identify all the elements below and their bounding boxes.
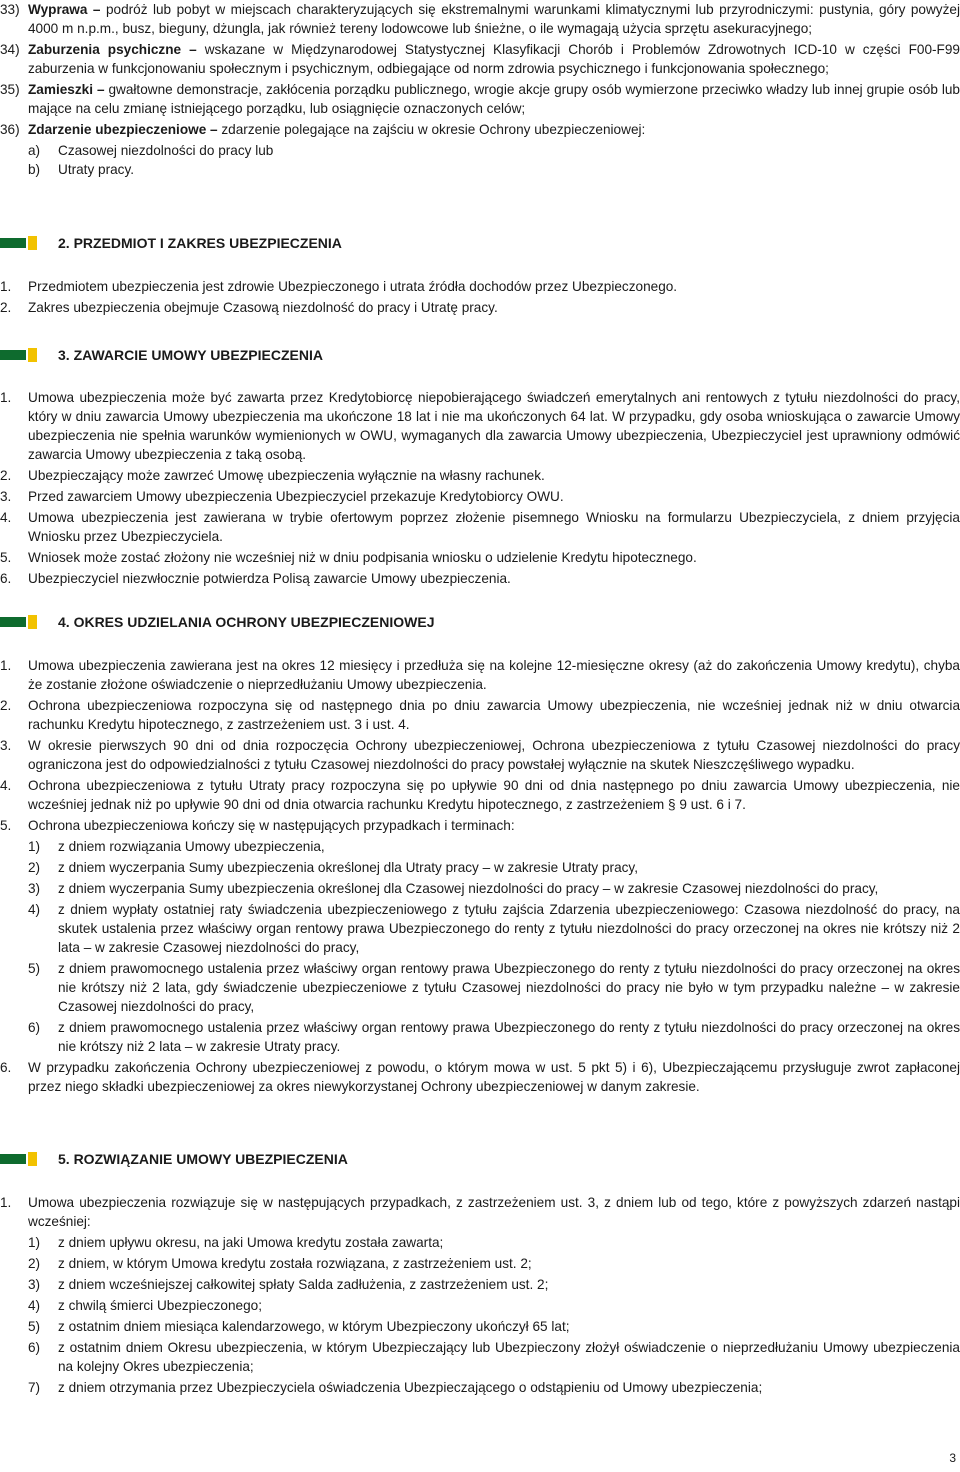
item-number: 1) (28, 839, 41, 854)
item-number: 7) (28, 1380, 41, 1395)
section-4-item-2 (0, 696, 960, 734)
item-number: 4. (0, 510, 12, 525)
section-marker-icon (0, 1152, 38, 1166)
definition-36-a (0, 141, 960, 160)
item-number: 5. (0, 550, 12, 565)
item-number: 33) (0, 2, 20, 17)
section-5-sub-3 (0, 1275, 960, 1294)
item-number: 2. (0, 300, 12, 315)
section-4-sub-4 (0, 900, 960, 957)
item-text: Zakres ubezpieczenia obejmuje Czasową niezdolność do pracy i Utratę pracy. (28, 300, 498, 315)
item-text: z dniem wypłaty ostatniej raty świadczenia ubezpieczeniowego z tytułu zajścia Zdarzenia ubezpieczeniowego: Czasowa niezdolność do pracy, na skutek ustalenia przez właściwy organ rentowy prawa Ubezpieczonego do renty z tytułu niezdolności do pracy orzeczonej na okres nie krótszy niż 2 lata – w zakresie Czasowej niezdolności do pracy, (58, 902, 960, 955)
definition-35 (0, 80, 960, 118)
item-text: Ubezpieczyciel niezwłocznie potwierdza Polisą zawarcie Umowy ubezpieczenia. (28, 571, 511, 586)
definition-text: gwałtowne demonstracje, zakłócenia porządku publicznego, wrogie akcje grupy osób wymierzone przeciwko władzy lub innej grupie osób lub mające na celu zmianę istniejącego porządku, lub osiągnięcie oznaczonych celów; (28, 82, 960, 116)
section-4-sub-5 (0, 959, 960, 1016)
item-text: Umowa ubezpieczenia może być zawarta przez Kredytobiorcę niepobierającego świadczeń emerytalnych ani rentowych z tytułu niezdolności do pracy, który w dniu zawarcia Umowy ubezpieczenia ma ukończone 18 lat i nie ma ukończonych 64 lat. W przypadku, gdy osoba wnioskująca o zawarcie Umowy ubezpieczenia nie spełnia warunków wymienionych w OWU, wymaganych dla zawarcia Umowy ubezpieczenia, Ubezpieczyciel jest uprawniony odmówić zawarcia Umowy ubezpieczenia z taką osobą. (28, 390, 960, 462)
section-title: 5. ROZWIĄZANIE UMOWY UBEZPIECZENIA (58, 1150, 348, 1167)
item-text: Ubezpieczający może zawrzeć Umowę ubezpieczenia wyłącznie na własny rachunek. (28, 468, 545, 483)
section-5-sub-5 (0, 1317, 960, 1336)
item-text: z dniem prawomocnego ustalenia przez właściwy organ rentowy prawa Ubezpieczonego do renty z tytułu niezdolności do pracy orzeczonej na okres nie krótszy niż 2 lata, gdy świadczenie ubezpieczeniowe z tytułu Czasowej niezdolności do pracy nie było w tym przypadku należne – w zakresie Czasowej niezdolności do pracy, (58, 961, 960, 1014)
item-text: Wniosek może zostać złożony nie wcześniej niż w dniu podpisania wniosku o udzielenie Kredytu hipotecznego. (28, 550, 697, 565)
item-number: 2) (28, 1256, 41, 1271)
item-text: Ochrona ubezpieczeniowa rozpoczyna się od następnego dnia po dniu zawarcia Umowy ubezpieczenia, nie wcześniej jednak niż w dniu otwarcia rachunku Kredytu hipotecznego, z zastrzeżeniem ust. 3 i ust. 4. (28, 698, 960, 732)
section-3-item-2 (0, 466, 960, 485)
item-text: z dniem rozwiązania Umowy ubezpieczenia, (58, 839, 325, 854)
section-marker-icon (0, 348, 38, 362)
section-3-heading (0, 345, 323, 365)
item-text: z chwilą śmierci Ubezpieczonego; (58, 1298, 262, 1313)
item-number: 1. (0, 390, 12, 405)
item-number: 4) (28, 902, 41, 917)
definition-term: Wyprawa – (28, 2, 101, 17)
item-text: Czasowej niezdolności do pracy lub (58, 143, 274, 158)
item-number: 6) (28, 1340, 41, 1355)
item-text: z dniem prawomocnego ustalenia przez właściwy organ rentowy prawa Ubezpieczonego do renty z tytułu niezdolności do pracy orzeczonej na okres nie krótszy niż 2 lata – w zakresie Utraty pracy. (58, 1020, 960, 1054)
item-number: 4) (28, 1298, 41, 1313)
page-number: 3 (949, 1451, 956, 1465)
item-number: 1. (0, 658, 12, 673)
section-5-heading (0, 1149, 348, 1169)
section-marker-icon (0, 236, 38, 250)
item-number: 5) (28, 1319, 41, 1334)
definition-term: Zdarzenie ubezpieczeniowe – (28, 122, 218, 137)
section-4-sub-2 (0, 858, 960, 877)
section-4-list (0, 656, 960, 1098)
section-title: 2. PRZEDMIOT I ZAKRES UBEZPIECZENIA (58, 234, 342, 251)
section-5-sub-2 (0, 1254, 960, 1273)
section-4-sub-3 (0, 879, 960, 898)
section-4-sub-1 (0, 837, 960, 856)
item-text: z dniem, w którym Umowa kredytu została rozwiązana, z zastrzeżeniem ust. 2; (58, 1256, 532, 1271)
item-number: 5) (28, 961, 41, 976)
item-text: Przedmiotem ubezpieczenia jest zdrowie Ubezpieczonego i utrata źródła dochodów przez Ubezpieczonego. (28, 279, 678, 294)
section-5-sub-6 (0, 1338, 960, 1376)
item-text: W okresie pierwszych 90 dni od dnia rozpoczęcia Ochrony ubezpieczeniowej, Ochrona ubezpieczeniowa z tytułu Czasowej niezdolności do pracy ograniczona jest do odpowiedzialności z tytułu Czasowej niezdolności do pracy powstałej wyłącznie na skutek Nieszczęśliwego wypadku. (28, 738, 960, 772)
definition-term: Zamieszki – (28, 82, 105, 97)
definition-term: Zaburzenia psychiczne – (28, 42, 197, 57)
section-title: 3. ZAWARCIE UMOWY UBEZPIECZENIA (58, 346, 323, 363)
section-2-item-2 (0, 298, 960, 317)
section-title: 4. OKRES UDZIELANIA OCHRONY UBEZPIECZENIOWEJ (58, 613, 435, 630)
section-3-item-4 (0, 508, 960, 546)
section-2-list (0, 277, 960, 319)
item-number: 36) (0, 122, 20, 137)
item-text: z dniem wcześniejszej całkowitej spłaty Salda zadłużenia, z zastrzeżeniem ust. 2; (58, 1277, 549, 1292)
item-text: Umowa ubezpieczenia jest zawierana w trybie ofertowym poprzez złożenie pisemnego Wniosku na formularzu Ubezpieczyciela, z dniem przyjęcia Wniosku przez Ubezpieczyciela. (28, 510, 960, 544)
item-number: 2. (0, 698, 12, 713)
section-4-sub-6 (0, 1018, 960, 1056)
section-3-item-3 (0, 487, 960, 506)
item-text: z dniem upływu okresu, na jaki Umowa kredytu została zawarta; (58, 1235, 444, 1250)
section-4-item-3 (0, 736, 960, 774)
definition-text: wskazane w Międzynarodowej Statystycznej Klasyfikacji Chorób i Problemów Zdrowotnych ICD-10 w części F00-F99 zaburzenia w funkcjonowaniu społecznym i psychicznym, odbiegające od norm zdrowia psychicznego i funkcjonowania społecznego; (28, 42, 960, 76)
item-text: Ochrona ubezpieczeniowa kończy się w następujących przypadkach i terminach: (28, 818, 515, 833)
item-text: Utraty pracy. (58, 162, 135, 177)
section-4-item-4 (0, 776, 960, 814)
item-number: 3. (0, 489, 12, 504)
item-number: 34) (0, 42, 20, 57)
item-number: 6. (0, 1060, 12, 1075)
section-4-item-5 (0, 816, 960, 835)
section-5-list (0, 1193, 960, 1399)
item-number: 3) (28, 1277, 41, 1292)
definition-34 (0, 40, 960, 78)
item-number: 3. (0, 738, 12, 753)
item-text: W przypadku zakończenia Ochrony ubezpieczeniowej z powodu, o którym mowa w ust. 5 pkt 5) i 6), Ubezpieczającemu przysługuje zwrot zapłaconej przez niego składki ubezpieczeniowej za okres niewykorzystanej Ochrony ubezpieczeniowej w danym zakresie. (28, 1060, 960, 1094)
item-number: 35) (0, 82, 20, 97)
item-number: 2) (28, 860, 41, 875)
item-text: Umowa ubezpieczenia rozwiązuje się w następujących przypadkach, z zastrzeżeniem ust. 3, z dniem lub od tego, które z powyższych zdarzeń nastąpi wcześniej: (28, 1195, 960, 1229)
item-text: Przed zawarciem Umowy ubezpieczenia Ubezpieczyciel przekazuje Kredytobiorcy OWU. (28, 489, 564, 504)
section-5-sub-7 (0, 1378, 960, 1397)
section-4-item-6 (0, 1058, 960, 1096)
item-number: 6) (28, 1020, 41, 1035)
item-text: z ostatnim dniem miesiąca kalendarzowego, w którym Ubezpieczony ukończył 65 lat; (58, 1319, 570, 1334)
section-5-item-1 (0, 1193, 960, 1231)
definition-text: podróż lub pobyt w miejscach charakteryzujących się ekstremalnymi warunkami klimatycznymi lub przyrodniczymi: pustynia, góry powyżej 4000 m n.p.m., busz, bieguny, dżungla, jak również tereny lodowcowe lub śnieżne, o ile wymagają użycia sprzętu asekuracyjnego; (28, 2, 960, 36)
item-number: 1. (0, 279, 12, 294)
definitions-list (0, 0, 960, 179)
section-5-sub-1 (0, 1233, 960, 1252)
item-text: z dniem wyczerpania Sumy ubezpieczenia określonej dla Utraty pracy – w zakresie Utraty pracy, (58, 860, 638, 875)
section-marker-icon (0, 615, 38, 629)
definition-36 (0, 120, 960, 139)
section-4-heading (0, 612, 434, 632)
item-number: 4. (0, 778, 12, 793)
item-number: 1) (28, 1235, 41, 1250)
section-3-list (0, 388, 960, 590)
section-4-item-1 (0, 656, 960, 694)
section-3-item-6 (0, 569, 960, 588)
definition-36-b (0, 160, 960, 179)
section-3-item-1 (0, 388, 960, 464)
item-text: z ostatnim dniem Okresu ubezpieczenia, w którym Ubezpieczający lub Ubezpieczony złożył oświadczenie o nieprzedłużaniu Umowy ubezpieczenia na kolejny Okres ubezpieczenia; (58, 1340, 960, 1374)
item-number: 2. (0, 468, 12, 483)
item-number: 1. (0, 1195, 12, 1210)
item-text: z dniem otrzymania przez Ubezpieczyciela oświadczenia Ubezpieczającego o odstąpieniu od Umowy ubezpieczenia; (58, 1380, 763, 1395)
item-text: Umowa ubezpieczenia zawierana jest na okres 12 miesięcy i przedłuża się na kolejne 12-miesięczne okresy (aż do zakończenia Umowy kredytu), chyba że zostanie złożone oświadczenie o nieprzedłużaniu Umowy ubezpieczenia. (28, 658, 960, 692)
item-number: 6. (0, 571, 12, 586)
section-5-sub-4 (0, 1296, 960, 1315)
section-2-item-1 (0, 277, 960, 296)
item-letter: b) (28, 162, 41, 177)
item-number: 5. (0, 818, 12, 833)
definition-text: zdarzenie polegające na zajściu w okresie Ochrony ubezpieczeniowej: (217, 122, 646, 137)
item-letter: a) (28, 143, 41, 158)
definition-33 (0, 0, 960, 38)
item-text: Ochrona ubezpieczeniowa z tytułu Utraty pracy rozpoczyna się po upływie 90 dni od dnia następnego po dniu zawarcia Umowy ubezpieczenia, nie wcześniej jednak niż po upływie 90 dni od dnia otwarcia rachunku Kredytu hipotecznego, z zastrzeżeniem § 9 ust. 6 i 7. (28, 778, 960, 812)
item-number: 3) (28, 881, 41, 896)
section-3-item-5 (0, 548, 960, 567)
item-text: z dniem wyczerpania Sumy ubezpieczenia określonej dla Czasowej niezdolności do pracy – w zakresie Czasowej niezdolności do pracy, (58, 881, 879, 896)
section-2-heading (0, 233, 342, 253)
